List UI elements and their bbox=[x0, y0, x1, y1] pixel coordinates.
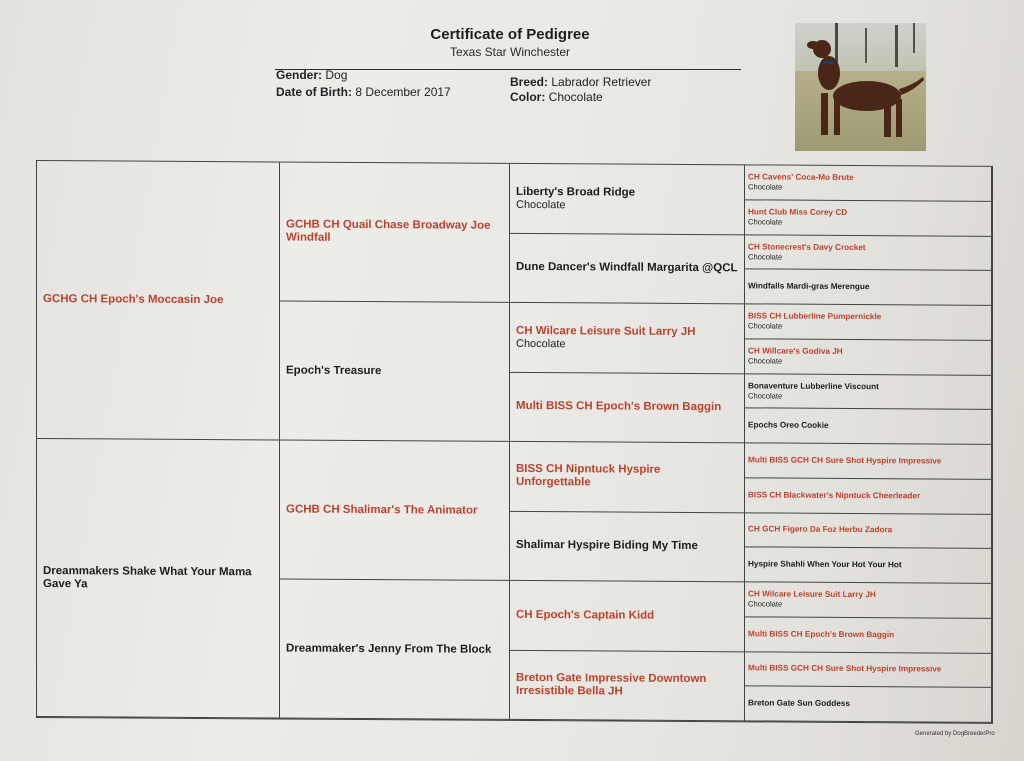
color-label: Color: bbox=[510, 90, 546, 104]
coat-color-label: Chocolate bbox=[748, 217, 783, 227]
dog-name-label: Multi BISS GCH CH Sure Shot Hyspire Impressive bbox=[748, 455, 942, 466]
dog-name-label: CH Epoch's Captain Kidd bbox=[516, 608, 655, 622]
dog-name-label: GCHB CH Shalimar's The Animator bbox=[286, 503, 478, 517]
coat-color-label: Chocolate bbox=[748, 391, 783, 401]
pedigree-cell-gen4-8 bbox=[745, 409, 992, 445]
pedigree-cell-gen2-2 bbox=[280, 301, 510, 441]
cell-content bbox=[748, 420, 829, 430]
dog-name-label: Breton Gate Impressive Downtown Irresistible Bella JH bbox=[516, 671, 707, 698]
cell-content bbox=[748, 312, 881, 332]
dog-name-label: CH Willcare's Godiva JH bbox=[748, 346, 843, 357]
coat-color-label: Chocolate bbox=[748, 182, 783, 192]
cell-content bbox=[748, 590, 876, 610]
pedigree-cell-gen2-3 bbox=[280, 440, 510, 580]
cell-content bbox=[748, 207, 847, 227]
pedigree-cell-gen4-10 bbox=[745, 478, 992, 514]
pedigree-cell-gen2-4 bbox=[280, 579, 510, 719]
cell-content bbox=[516, 261, 738, 275]
dog-name-label: Multi BISS CH Epoch's Brown Baggin bbox=[748, 628, 895, 639]
color-value: Chocolate bbox=[548, 90, 603, 104]
dog-name-label: Shalimar Hyspire Biding My Time bbox=[516, 539, 698, 553]
dog-name-label: Multi BISS GCH CH Sure Shot Hyspire Impressive bbox=[748, 663, 942, 674]
cell-content bbox=[748, 664, 941, 675]
cell-content bbox=[516, 400, 721, 414]
cell-content bbox=[748, 173, 854, 193]
color-row bbox=[510, 89, 603, 105]
dog-name-label: GCHG CH Epoch's Moccasin Joe bbox=[43, 293, 224, 307]
coat-color-label: Chocolate bbox=[516, 198, 566, 211]
dog-name-label: Liberty's Broad Ridge bbox=[516, 185, 636, 199]
cell-content bbox=[748, 381, 879, 401]
dog-name-label: Hyspire Shahli When Your Hot Your Hot bbox=[748, 559, 902, 570]
dog-name-label: Hunt Club Miss Corey CD bbox=[748, 207, 848, 218]
cell-content bbox=[748, 346, 843, 366]
cell-content bbox=[748, 242, 866, 262]
gender-row bbox=[276, 67, 347, 83]
dob-value: 8 December 2017 bbox=[355, 85, 451, 99]
dog-name: Texas Star Winchester bbox=[449, 45, 571, 59]
coat-color-label: Chocolate bbox=[748, 599, 783, 609]
gender-value: Dog bbox=[325, 68, 348, 82]
cell-content bbox=[748, 455, 941, 466]
cell-content bbox=[516, 672, 738, 699]
dog-name-label: Multi BISS CH Epoch's Brown Baggin bbox=[516, 400, 722, 414]
pedigree-cell-gen4-1 bbox=[745, 165, 992, 201]
pedigree-cell-gen4-5 bbox=[745, 304, 992, 340]
dog-name-label: BISS CH Nipntuck Hyspire Unforgettable bbox=[516, 463, 661, 489]
pedigree-cell-gen4-14 bbox=[745, 617, 992, 653]
cell-content bbox=[286, 219, 503, 246]
dog-name-label: Epoch's Treasure bbox=[286, 364, 382, 377]
cell-content bbox=[286, 364, 381, 378]
pedigree-cell-gen1-1 bbox=[37, 161, 280, 440]
dog-name-label: CH Cavens' Coca-Mo Brute bbox=[748, 172, 854, 183]
dob-row bbox=[276, 84, 451, 100]
dog-name-label: Epochs Oreo Cookie bbox=[748, 420, 829, 430]
coat-color-label: Chocolate bbox=[748, 356, 783, 366]
dog-name-label: BISS CH Blackwater's Nipntuck Cheerleader bbox=[748, 489, 921, 501]
pedigree-cell-gen4-13 bbox=[745, 582, 992, 618]
breed-row bbox=[510, 74, 651, 90]
dog-name-label: Dreammakers Shake What Your Mama Gave Ya bbox=[43, 564, 252, 590]
cell-content bbox=[516, 539, 698, 553]
pedigree-table bbox=[36, 160, 993, 724]
dog-photo bbox=[795, 23, 926, 151]
cell-content bbox=[748, 698, 850, 709]
cell-content bbox=[43, 293, 223, 307]
cell-content bbox=[516, 463, 738, 490]
cell-content bbox=[748, 629, 894, 640]
pedigree-cell-gen3-6 bbox=[510, 511, 745, 582]
pedigree-cell-gen3-1 bbox=[510, 164, 745, 235]
pedigree-cell-gen4-2 bbox=[745, 200, 992, 236]
dog-name-label: Dreammaker's Jenny From The Block bbox=[286, 642, 492, 656]
cell-content bbox=[748, 490, 920, 501]
breed-label: Breed: bbox=[510, 75, 549, 89]
coat-color-label: Chocolate bbox=[748, 321, 783, 331]
pedigree-cell-gen4-12 bbox=[745, 548, 992, 584]
cell-content bbox=[286, 503, 477, 517]
dog-name-label: CH Wilcare Leisure Suit Larry JH bbox=[516, 324, 696, 338]
dog-name-label: BISS CH Lubberline Pumpernickle bbox=[748, 311, 882, 322]
dog-name-label: Bonaventure Lubberline Viscount bbox=[748, 381, 879, 392]
gender-label: Gender: bbox=[276, 68, 323, 82]
dog-name-label: Windfalls Mardi-gras Merengue bbox=[748, 281, 870, 292]
dog-name-label: GCHB CH Quail Chase Broadway Joe Windfall bbox=[286, 218, 491, 244]
generator-credit: Generated by DogBreederPro bbox=[915, 731, 995, 737]
coat-color-label: Chocolate bbox=[748, 252, 783, 262]
dog-name-label: Breton Gate Sun Goddess bbox=[748, 698, 850, 709]
pedigree-cell-gen3-4 bbox=[510, 372, 745, 443]
dog-name-label: CH Stonecrest's Davy Crocket bbox=[748, 242, 866, 252]
cell-content bbox=[748, 525, 892, 536]
pedigree-cell-gen4-15 bbox=[745, 652, 992, 688]
cell-content bbox=[286, 642, 491, 656]
pedigree-cell-gen4-11 bbox=[745, 513, 992, 549]
dob-label: Date of Birth: bbox=[276, 85, 352, 99]
dog-name-label: Dune Dancer's Windfall Margarita @QCL bbox=[516, 261, 738, 275]
pedigree-cell-gen3-7 bbox=[510, 581, 745, 652]
pedigree-cell-gen1-2 bbox=[37, 439, 280, 718]
pedigree-cell-gen2-1 bbox=[280, 162, 510, 302]
pedigree-cell-gen3-2 bbox=[510, 233, 745, 304]
dog-name-label: CH Wilcare Leisure Suit Larry JH bbox=[748, 589, 876, 600]
cell-content bbox=[516, 609, 654, 623]
cell-content bbox=[43, 565, 273, 592]
pedigree-cell-gen3-3 bbox=[510, 303, 745, 374]
pedigree-cell-gen4-9 bbox=[745, 443, 992, 479]
pedigree-cell-gen4-7 bbox=[745, 374, 992, 410]
coat-color-label: Chocolate bbox=[516, 337, 566, 350]
breed-value: Labrador Retriever bbox=[551, 75, 652, 89]
certificate-header bbox=[270, 26, 750, 59]
cell-content bbox=[748, 281, 869, 292]
pedigree-cell-gen4-16 bbox=[745, 687, 992, 723]
pedigree-cell-gen4-3 bbox=[745, 235, 992, 271]
dog-name-label: CH GCH Figero Da Foz Herbu Zadora bbox=[748, 524, 893, 535]
certificate-title: Certificate of Pedigree bbox=[430, 26, 590, 43]
cell-content bbox=[516, 325, 696, 351]
cell-content bbox=[748, 559, 902, 570]
cell-content bbox=[516, 186, 635, 212]
pedigree-cell-gen3-5 bbox=[510, 442, 745, 513]
pedigree-cell-gen4-6 bbox=[745, 339, 992, 375]
pedigree-cell-gen3-8 bbox=[510, 650, 745, 721]
pedigree-cell-gen4-4 bbox=[745, 270, 992, 306]
